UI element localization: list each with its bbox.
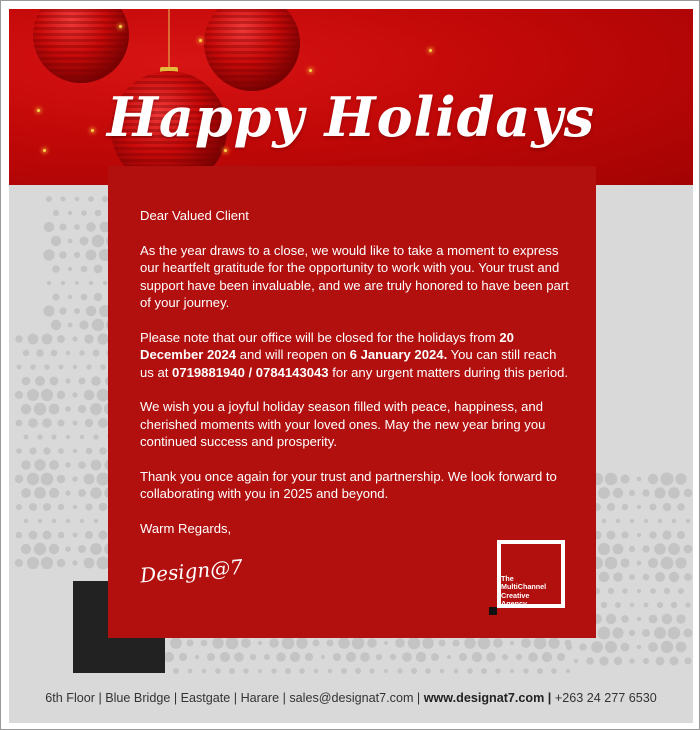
footer-address: 6th Floor | Blue Bridge | Eastgate | Harare | sales@designat7.com | <box>45 691 424 705</box>
greeting: Dear Valued Client <box>140 208 249 223</box>
agency-logo-text: The MultiChannel Creative Agency <box>501 574 547 609</box>
reopen-date: 6 January 2024. <box>349 347 448 363</box>
paragraph-closure-notice: Please note that our office will be closed for the holidays from 20 December 2024 and will reopen on 6 January 2024. You can still reach us at 0719881940 / 0784143043 for any urgent matters during this period. <box>140 329 569 380</box>
phone-numbers: 0719881940 / 0784143043 <box>172 364 329 380</box>
page-title: Happy Holidays <box>106 85 596 149</box>
signature: Design@7 <box>139 554 244 588</box>
sparkle <box>119 25 122 28</box>
closing: Warm Regards, <box>140 521 232 537</box>
sparkle <box>224 149 227 152</box>
website-link[interactable]: www.designat7.com <box>423 691 545 705</box>
header-banner <box>9 9 693 185</box>
footer-contact: 6th Floor | Blue Bridge | Eastgate | Harare | sales@designat7.com | www.designat7.com | +263 24 277 6530 <box>45 691 657 705</box>
footer-phone: +263 24 277 6530 <box>554 691 657 705</box>
sparkle <box>199 39 202 42</box>
paragraph-gratitude: As the year draws to a close, we would like to take a moment to express our heartfelt gratitude for the opportunity to work with you. Your trust and support have been invaluable, and we are truly honored to have been part of your journey. <box>140 242 569 311</box>
holiday-card <box>9 9 693 723</box>
paragraph-wishes: We wish you a joyful holiday season filled with peace, happiness, and cherished moments with your loved ones. May the new year bring you continued success and prosperity. <box>140 399 546 450</box>
sparkle <box>43 149 46 152</box>
close-date: 20 December 2024 <box>140 329 514 363</box>
sparkle <box>309 69 312 72</box>
logo-notch-decoration <box>489 607 497 615</box>
sparkle <box>429 49 432 52</box>
paragraph-thanks: Thank you once again for your trust and partnership. We look forward to collaborating with you in 2025 and beyond. <box>140 469 557 502</box>
